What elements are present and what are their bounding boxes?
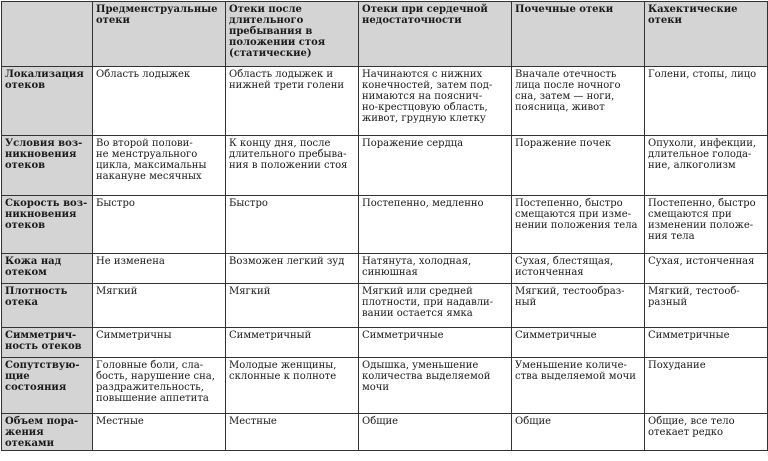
row-label: Плотность отека [2, 284, 93, 328]
table-row [2, 254, 768, 284]
header-corner [2, 2, 93, 67]
table-cell: Во второй полови- не менструального цикла, максимальны накануне месячных [93, 136, 226, 196]
table-cell: Симметричны [93, 328, 226, 358]
table-cell: Быстро [226, 196, 359, 254]
table-cell: Возможен легкий зуд [226, 254, 359, 284]
table-cell: Уменьшение количе- ства выделяемой мочи [512, 358, 645, 414]
table-cell: Симметричный [226, 328, 359, 358]
row-label: Симметрич- ность отеков [2, 328, 93, 358]
row-label: Локализация отеков [2, 67, 93, 136]
table-cell: Быстро [93, 196, 226, 254]
column-header: Отеки после длительного пребывания в положении стоя (статические) [226, 2, 359, 67]
table-cell: Местные [93, 414, 226, 451]
row-label: Объем пора- жения отеками [2, 414, 93, 451]
table-cell: Симметричные [359, 328, 512, 358]
table-row [2, 328, 768, 358]
table-cell: Симметричные [645, 328, 768, 358]
row-label: Скорость воз- никновения отеков [2, 196, 93, 254]
table-cell: Сухая, блестящая, истонченная [512, 254, 645, 284]
table-cell: Мягкий [93, 284, 226, 328]
table-row [2, 414, 768, 451]
table-cell: Мягкий [226, 284, 359, 328]
table-cell: Опухоли, инфекции, длительное голода- ние, алкоголизм [645, 136, 768, 196]
row-label: Условия воз- никновения отеков [2, 136, 93, 196]
edema-comparison-table [1, 1, 768, 451]
table-cell: Область лодыжек [93, 67, 226, 136]
column-header: Почечные отеки [512, 2, 645, 67]
table-cell: Одышка, уменьшение количества выделяемой мочи [359, 358, 512, 414]
table-cell: Голени, стопы, лицо [645, 67, 768, 136]
table-cell: Общие, все тело отекает редко [645, 414, 768, 451]
table-cell: Не изменена [93, 254, 226, 284]
table-cell: Мягкий, тестообраз- ный [512, 284, 645, 328]
table-cell: Симметричные [512, 328, 645, 358]
table-row [2, 358, 768, 414]
table-cell: Постепенно, быстро смещаются при изме- нении положения тела [512, 196, 645, 254]
column-header: Кахектические отеки [645, 2, 768, 67]
header-row [2, 2, 768, 67]
table-cell: Постепенно, медленно [359, 196, 512, 254]
table-cell: Постепенно, быстро смещаются при изменении положе- ния тела [645, 196, 768, 254]
table-cell: Местные [226, 414, 359, 451]
table-cell: Вначале отечность лица после ночного сна, затем — ноги, поясница, живот [512, 67, 645, 136]
table-cell: Сухая, истонченная [645, 254, 768, 284]
table-row [2, 136, 768, 196]
row-label: Кожа над отеком [2, 254, 93, 284]
table-cell: Головные боли, сла- бость, нарушение сна, раздражительность, повышение аппетита [93, 358, 226, 414]
table-cell: Молодые женщины, склонные к полноте [226, 358, 359, 414]
table-row [2, 67, 768, 136]
table-cell: Общие [359, 414, 512, 451]
table-cell: Начинаются с нижних конечностей, затем под- нимаются на пояснич- но-крестцовую область, живот, грудную клетку [359, 67, 512, 136]
table-cell: Поражение почек [512, 136, 645, 196]
table-cell: Общие [512, 414, 645, 451]
column-header: Отеки при сердечной недостаточности [359, 2, 512, 67]
table-cell: Область лодыжек и нижней трети голени [226, 67, 359, 136]
table-cell: Мягкий или средней плотности, при надавли- вании остается ямка [359, 284, 512, 328]
table-cell: Мягкий, тестооб- разный [645, 284, 768, 328]
table-cell: Похудание [645, 358, 768, 414]
table-row [2, 196, 768, 254]
table-cell: Поражение сердца [359, 136, 512, 196]
row-label: Сопутствую- щие состояния [2, 358, 93, 414]
table-cell: К концу дня, после длительного пребыва- ния в положении стоя [226, 136, 359, 196]
column-header: Предменструальные отеки [93, 2, 226, 67]
table-row [2, 284, 768, 328]
table-cell: Натянута, холодная, синюшная [359, 254, 512, 284]
